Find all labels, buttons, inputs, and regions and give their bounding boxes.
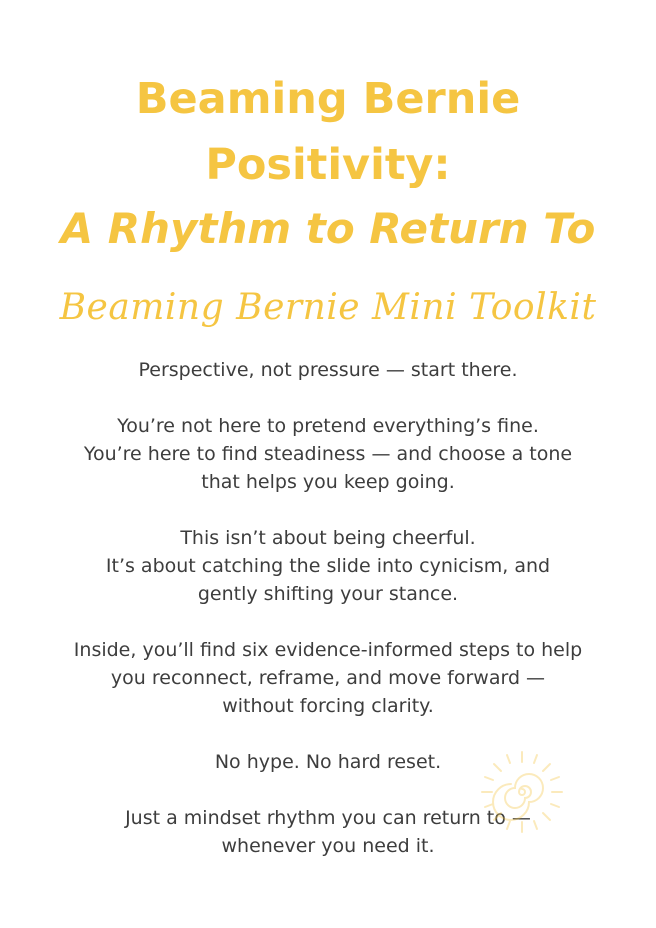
toolkit-subtitle: Beaming Bernie Mini Toolkit [59, 287, 597, 328]
paragraph-line: you reconnect, reframe, and move forward — [110, 667, 546, 689]
paragraph-line: You’re not here to pretend everything’s fine. [117, 415, 539, 437]
paragraph [0, 412, 656, 496]
paragraph-line: Just a mindset rhythm you can return to — [125, 807, 531, 829]
paragraph-line: without forcing clarity. [222, 695, 434, 717]
title-line-1: Beaming Bernie [135, 74, 521, 124]
title-line-2: Positivity: [205, 140, 451, 190]
paragraph-line: This isn’t about being cheerful. [180, 527, 476, 549]
paragraph-line: whenever you need it. [221, 835, 435, 857]
title-line-3: A Rhythm to Return To [60, 204, 596, 253]
paragraph-line: gently shifting your stance. [197, 583, 459, 605]
paragraph-line: Perspective, not pressure — start there. [138, 359, 518, 381]
paragraph-line: You’re here to find steadiness — and choose a tone [83, 443, 573, 465]
paragraph-line: No hype. No hard reset. [214, 751, 442, 773]
paragraph-line: Inside, you’ll find six evidence-informed steps to help [73, 639, 583, 661]
paragraph-line: that helps you keep going. [201, 471, 455, 493]
paragraph [0, 524, 656, 608]
paragraph [0, 636, 656, 720]
paragraph-line: It’s about catching the slide into cynicism, and [105, 555, 551, 577]
sun-spiral-icon [478, 748, 566, 836]
paragraph [0, 356, 656, 384]
page-title [0, 0, 656, 260]
